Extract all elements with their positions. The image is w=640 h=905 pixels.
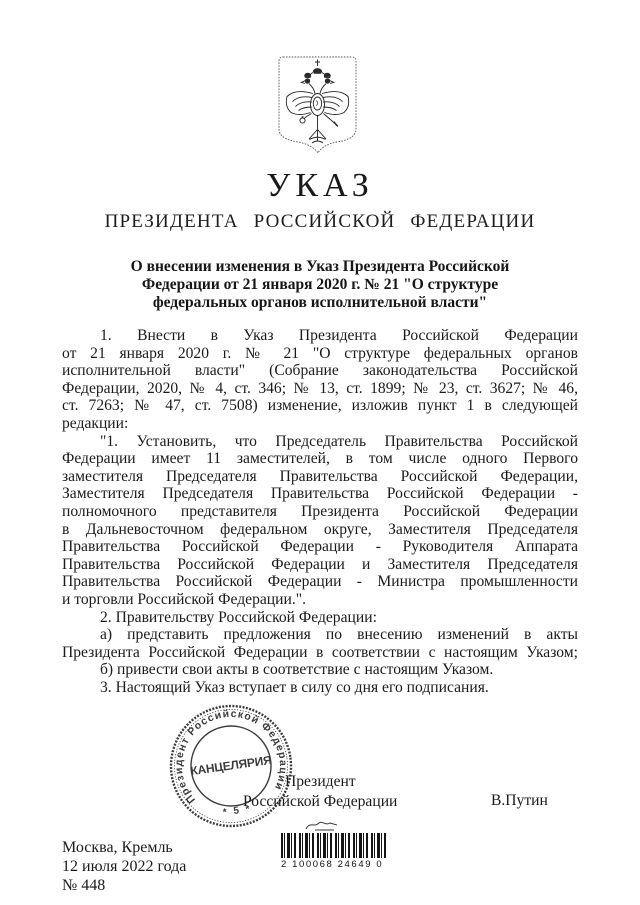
coat-of-arms-icon: [275, 55, 360, 156]
clerk-initials-mark: [303, 820, 341, 832]
decree-date: 12 июля 2022 года: [62, 858, 187, 875]
body-line: полномочного представителя Президента Российской Федерации: [62, 502, 578, 520]
doc-title-line: Федерации от 21 января 2020 г. № 21 "О структуре: [141, 276, 499, 293]
registration-barcode: [281, 820, 393, 870]
signature-post-line: Президент: [285, 773, 356, 790]
body-line: ст. 7263; № 47, ст. 7508) изменение, изложив пункт 1 в следующей: [62, 397, 578, 415]
doc-title-line: О внесении изменения в Указ Президента Российской: [130, 258, 510, 275]
barcode-bars: [281, 833, 389, 858]
doc-type-heading: УКАЗ: [266, 167, 374, 204]
body-line: 1. Внести в Указ Президента Российской Федерации: [100, 327, 578, 344]
body-line: б) привести свои акты в соответствие с настоящим Указом.: [100, 661, 494, 679]
body-line: заместителя Председателя Правительства Российской Федерации,: [62, 467, 578, 485]
body-line: "1. Установить, что Председатель Правительства Российской: [100, 432, 578, 450]
barcode-number: 2 100068 24649 0: [281, 859, 384, 870]
body-line: Президента Российской Федерации в соответствии с настоящим Указом;: [62, 643, 578, 661]
stamp-center-text: КАНЦЕЛЯРИЯ: [189, 752, 273, 779]
body-line: Правительства Российской Федерации - Министра промышленности: [62, 573, 578, 591]
body-line: в Дальневосточном федеральном округе, Заместителя Председателя: [62, 520, 578, 538]
body-line: исполнительной власти" (Собрание законодательства Российской: [62, 362, 578, 380]
doc-title-line: федеральных органов исполнительной власти": [152, 294, 488, 311]
body-line: 3. Настоящий Указ вступает в силу со дня его подписания.: [100, 678, 489, 696]
decree-number: № 448: [62, 877, 106, 894]
body-line: Правительства Российской Федерации - Руководителя Аппарата: [62, 538, 578, 556]
place-date-block: [62, 838, 186, 895]
chancellery-stamp: [158, 693, 305, 840]
body-line: а) представить предложения по внесению изменений в акты: [100, 626, 578, 644]
double-headed-eagle: [286, 60, 348, 144]
body-line: редакции:: [62, 414, 129, 432]
body-line: Правительства Российской Федерации и Заместителя Председателя: [62, 555, 578, 573]
body-line: от 21 января 2020 г. № 21 "О структуре федеральных органов: [62, 344, 578, 362]
stamp-bottom-text: * 5 *: [222, 803, 253, 819]
svg-text:Президент Российской Федерации: [165, 700, 293, 807]
signature-post-line: Российской Федерации: [243, 793, 398, 810]
body-line: 2. Правительству Российской Федерации:: [100, 608, 377, 626]
body-line: Федерации, 2020, № 4, ст. 346; № 13, ст. 1899; № 23, ст. 3627; № 46,: [62, 379, 578, 397]
body-line: Заместителя Председателя Правительства Российской Федерации -: [62, 485, 578, 503]
body-line: и торговли Российской Федерации.".: [62, 590, 306, 608]
decree-body: [62, 327, 578, 696]
body-line: Федерации имеет 11 заместителей, в том числе одного Первого: [62, 450, 578, 468]
decree-place: Москва, Кремль: [62, 839, 173, 856]
signature-name: В.Путин: [491, 792, 548, 809]
doc-title: [70, 258, 570, 312]
issuer-heading: ПРЕЗИДЕНТА РОССИЙСКОЙ ФЕДЕРАЦИИ: [104, 211, 536, 232]
stamp-ring-text: Президент Российской Федерации: [172, 707, 290, 806]
